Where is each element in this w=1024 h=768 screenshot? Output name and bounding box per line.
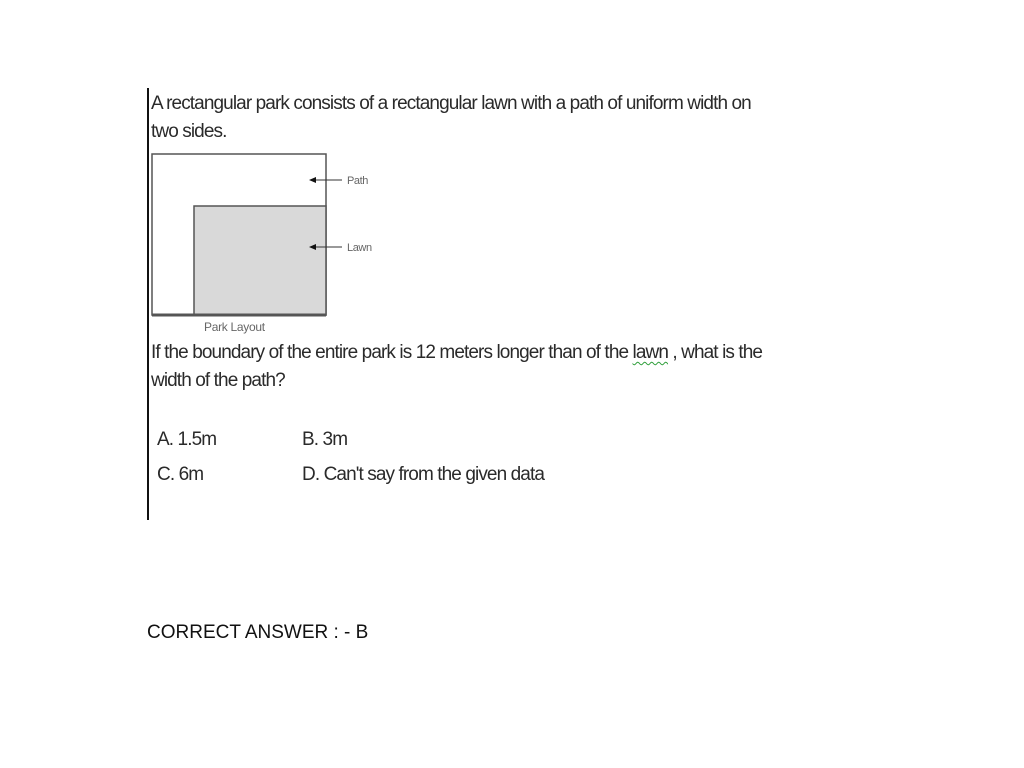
option-d: D. Can't say from the given data	[302, 464, 545, 485]
lawn-rect	[194, 206, 326, 315]
question-text-line-4: width of the path?	[151, 370, 285, 391]
question-text-line-3-start: If the boundary of the entire park is 12 meters longer than of the	[151, 342, 633, 363]
path-label: Path	[347, 175, 369, 187]
park-layout-diagram	[151, 153, 391, 328]
question-text-line-2: two sides.	[151, 121, 227, 142]
question-text-line-3-end: , what is the	[668, 342, 763, 363]
option-a: A. 1.5m	[157, 429, 217, 450]
lawn-label: Lawn	[347, 242, 372, 254]
question-text-line-1: A rectangular park consists of a rectangular lawn with a path of uniform width on	[151, 93, 751, 114]
correct-answer-text: CORRECT ANSWER : - B	[147, 622, 369, 643]
question-left-border	[147, 88, 149, 520]
spellcheck-flagged-word: lawn	[632, 342, 669, 363]
park-layout-figure	[151, 153, 391, 323]
question-text-line-3	[151, 339, 762, 367]
option-b: B. 3m	[302, 429, 348, 450]
park-layout-caption: Park Layout	[204, 320, 265, 334]
option-c: C. 6m	[157, 464, 204, 485]
